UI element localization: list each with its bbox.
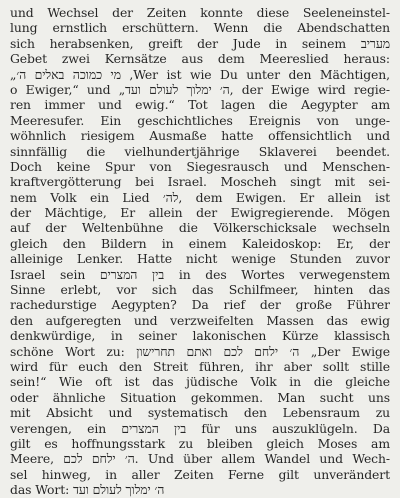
text-line: das Wort: ה׳ ימלוך לעולם ועד xyxy=(10,482,165,498)
text-line: Sinne erlebt, vor sich das Schilfmeer, hinten das xyxy=(10,282,390,298)
text-line: auf der Weltenbühne die Völkerschicksale wechseln xyxy=(10,220,390,236)
text-line: ren immer und ewig.“ Tot lagen die Aegypter am xyxy=(10,97,390,113)
text-line: sel hinweg, in aller Zeiten Ferne gilt unverändert xyxy=(10,466,390,482)
text-line: sinnfällig die vielhundertjährige Sklaverei beendet. xyxy=(10,143,390,159)
text-line: Meeresufer. Ein geschichtliches Ereignis von unge- xyxy=(10,112,390,128)
text-line: „מי כמוכה באלים ה׳ ,Wer ist wie Du unter den Mächtigen, xyxy=(10,66,390,82)
text-line: sein!“ Wie oft ist das jüdische Volk in die gleiche xyxy=(10,374,390,390)
text-line: kraftvergötterung bei Israel. Moscheh singt mit sei- xyxy=(10,174,390,190)
text-line: der Mächtige, Er allein der Ewigregierende. Mögen xyxy=(10,205,390,221)
text-line: verengen, ein בין המצרים für uns auszuklügeln. Da xyxy=(10,420,390,436)
text-line: sich herabsenken, greift der Jude in seinem מעריב xyxy=(10,35,390,51)
text-line: nem Volk ein Lied לה׳, dem Ewigen. Er allein ist xyxy=(10,189,390,205)
text-line: Meere, ה׳ ילחם לכם. Und über allem Wandel und Wech- xyxy=(10,451,390,467)
text-line: alleinige Lenker. Hatte nicht wenige Stunden zuvor xyxy=(10,251,390,267)
article-text xyxy=(10,5,390,498)
text-line: o Ewiger,“ und „ה׳ ימלוך לעולם ועד, der Ewige wird regie- xyxy=(10,81,390,97)
text-line: oder ähnliche Situation gekommen. Man sucht uns xyxy=(10,389,390,405)
text-line: und Wechsel der Zeiten konnte diese Seeleneinstel- xyxy=(10,5,390,20)
text-line: Doch keine Spur von Siegesrausch und Menschen- xyxy=(10,158,390,174)
text-line: gilt es hoffnungsstark zu bleiben gleich Moses am xyxy=(10,435,390,451)
text-line: wird für euch den Streit führen, ihr aber sollt stille xyxy=(10,358,390,374)
text-line: mit Absicht und systematisch den Lebensraum zu xyxy=(10,405,390,421)
text-line: denkwürdige, in seiner lakonischen Kürze klassisch xyxy=(10,328,390,344)
text-line: Gebet zwei Kernsätze aus dem Meereslied heraus: xyxy=(10,51,390,67)
text-line: den aufgeregten und verzweifelten Massen das ewig xyxy=(10,312,390,328)
text-line: schöne Wort zu: ה׳ ילחם לכם ואתם תחרישון „Der Ewige xyxy=(10,343,390,359)
text-line: gleich den Bildern in einem Kaleidoskop: Er, der xyxy=(10,235,390,251)
text-line: wöhnlich riesigem Ausmaße hatte offensichtlich und xyxy=(10,128,390,144)
text-line: lung ernstlich erschüttern. Wenn die Abendschatten xyxy=(10,20,390,36)
text-line: Israel sein בין המצרים in des Wortes verwegenstem xyxy=(10,266,390,282)
text-line: rachedurstige Aegypten? Da rief der große Führer xyxy=(10,297,390,313)
